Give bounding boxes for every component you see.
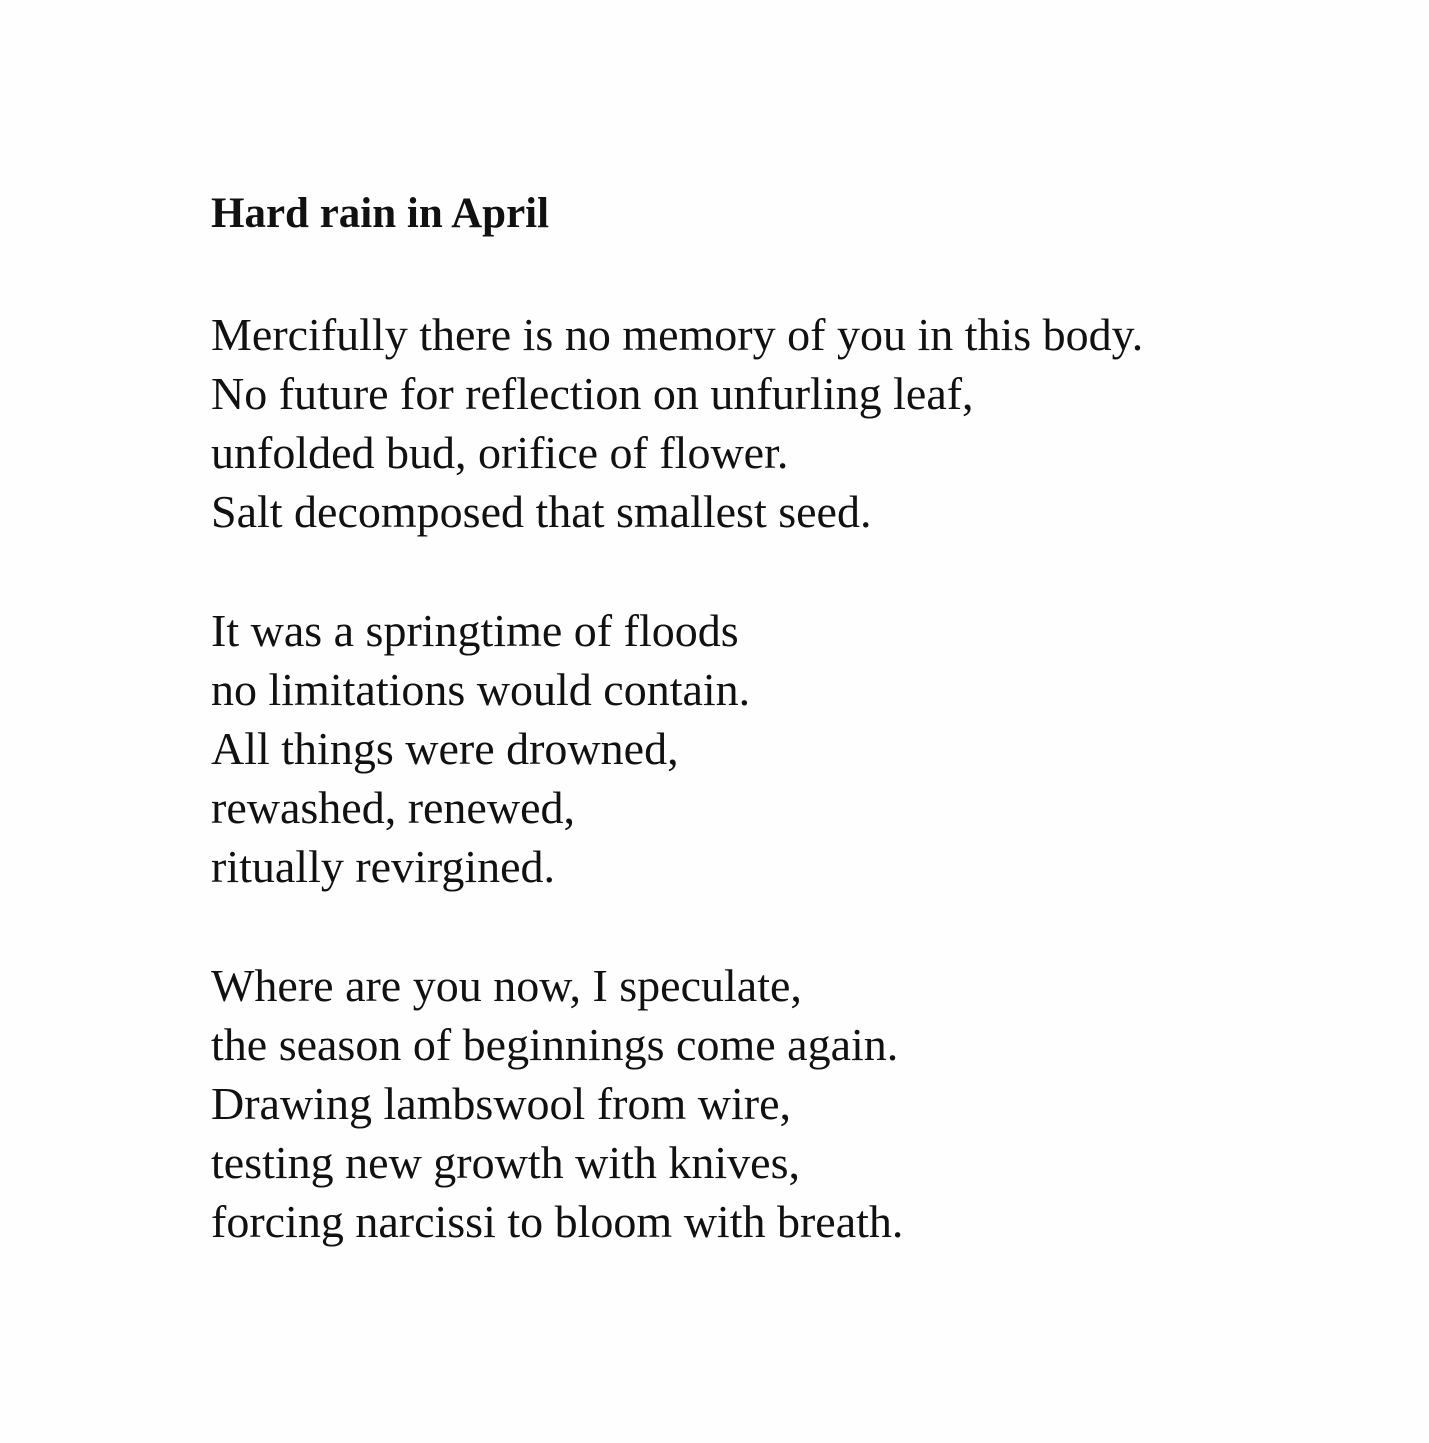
poem-line: the season of beginnings come again. <box>211 1019 899 1070</box>
stanza-1 <box>211 305 1311 541</box>
poem-line: Mercifully there is no memory of you in this body. <box>211 309 1144 360</box>
stanza-2 <box>211 601 1311 896</box>
poem-line: It was a springtime of floods <box>211 605 739 656</box>
poem-line: no limitations would contain. <box>211 664 751 715</box>
stanza-3 <box>211 956 1311 1251</box>
poem-line: No future for reflection on unfurling leaf, <box>211 368 974 419</box>
poem-line: Salt decomposed that smallest seed. <box>211 486 872 537</box>
poem-line: All things were drowned, <box>211 723 679 774</box>
poem-line: Where are you now, I speculate, <box>211 960 802 1011</box>
poem-line: unfolded bud, orifice of flower. <box>211 427 789 478</box>
poem-line: forcing narcissi to bloom with breath. <box>211 1196 904 1247</box>
poem <box>211 188 1311 1311</box>
poem-line: rewashed, renewed, <box>211 782 575 833</box>
poem-line: ritually revirgined. <box>211 841 556 892</box>
poem-line: Drawing lambswool from wire, <box>211 1078 791 1129</box>
poem-line: testing new growth with knives, <box>211 1137 800 1188</box>
poem-title: Hard rain in April <box>211 190 550 237</box>
